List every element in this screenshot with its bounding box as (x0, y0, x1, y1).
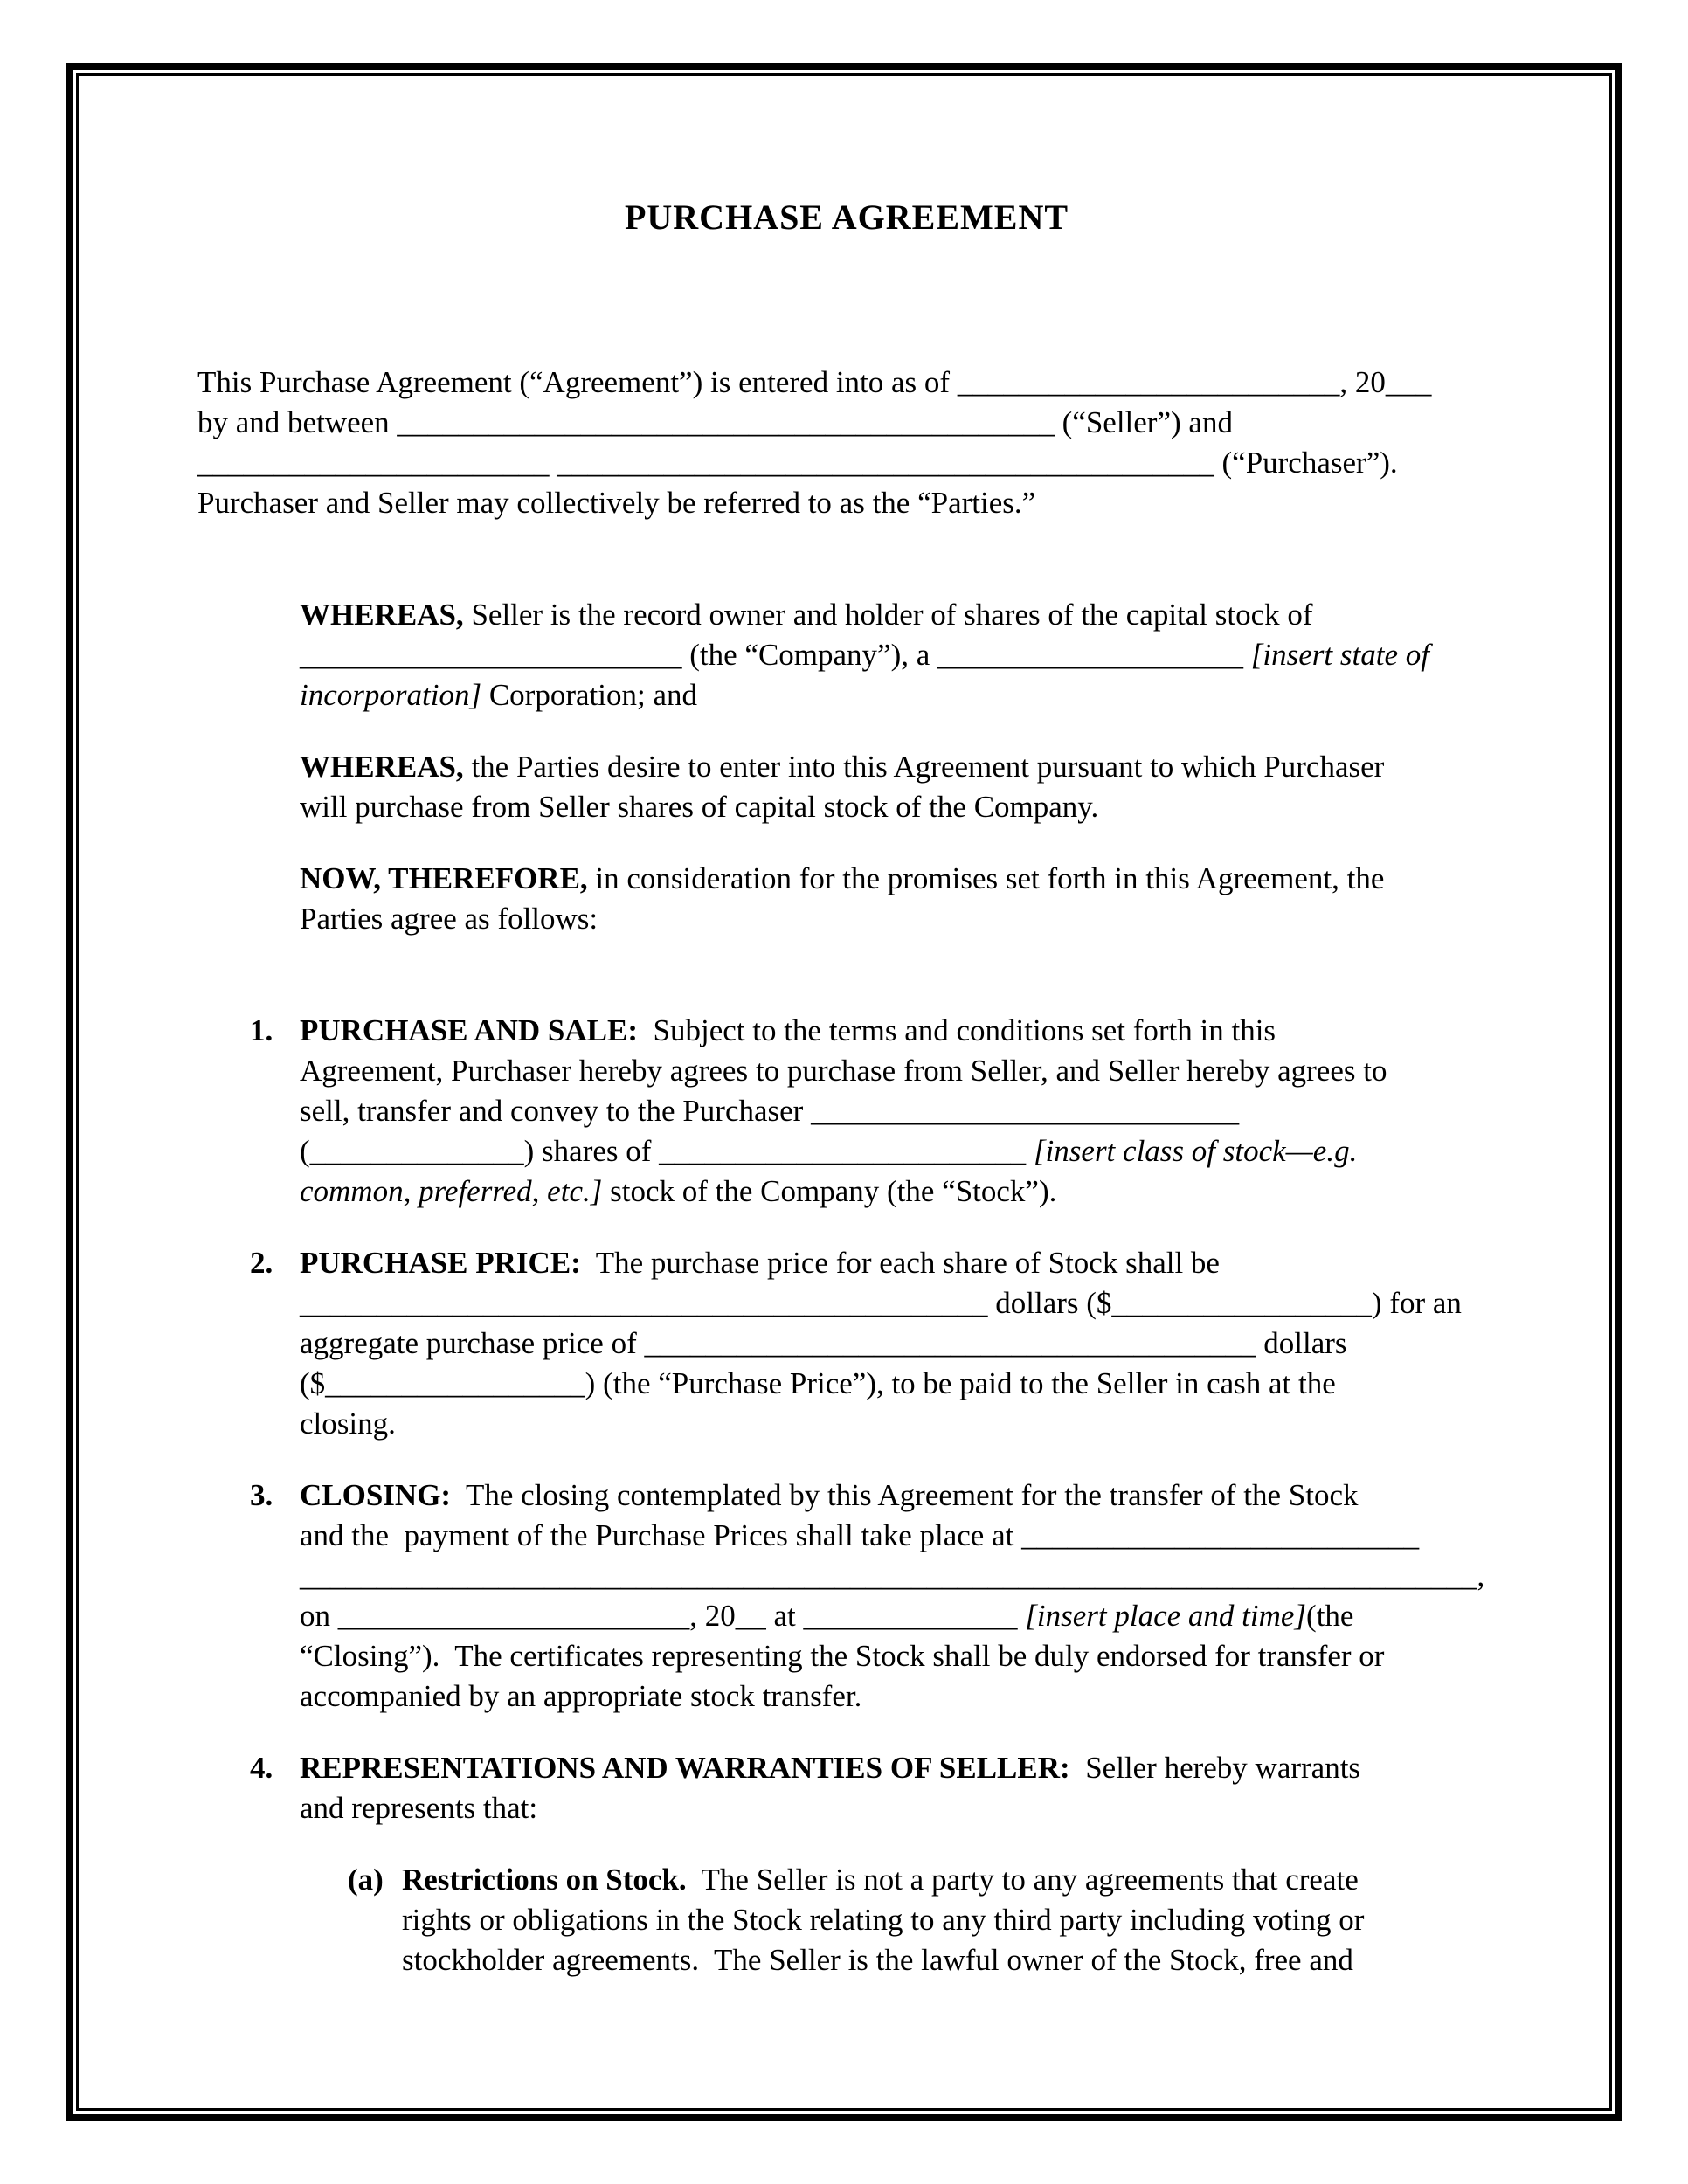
section-4-representations-warranties-marker: 4. (250, 1751, 273, 1785)
document-page (79, 76, 1609, 2108)
section-4-representations-warranties-text: REPRESENTATIONS AND WARRANTIES OF SELLER: Seller hereby warrants and represents that: (300, 1751, 1361, 1825)
section-4-representations-warranties (197, 1748, 1496, 1828)
section-1-purchase-and-sale-text: PURCHASE AND SALE: Subject to the terms and conditions set forth in this Agreement, Purchaser hereby agrees to purchase from Seller, and Seller hereby agrees to sell, transfer and convey to the Purchaser ____________________________ (______________) shares of ________________________ [insert class of stock—e.g. common, preferred, etc.] stock of the Company (the “Stock”). (300, 1013, 1387, 1208)
subsection-a-restrictions-on-stock-text: Restrictions on Stock. The Seller is not a party to any agreements that create rights or obligations in the Stock relating to any third party including voting or stockholder agreements. The Seller is the lawful owner of the Stock, free and (402, 1863, 1365, 1977)
whereas-parties-desire: WHEREAS, the Parties desire to enter into this Agreement pursuant to which Purchaser will purchase from Seller shares of capital stock of the Company. (300, 750, 1385, 824)
page-border-outer (66, 63, 1622, 2121)
section-3-closing (197, 1476, 1496, 1717)
whereas-record-owner: WHEREAS, Seller is the record owner and holder of shares of the capital stock of _________________________ (the “Company”), a ____________________ [insert state of incorporation] Corporation; and (300, 598, 1429, 712)
subsection-a-restrictions-on-stock (348, 1860, 1496, 1980)
subsection-a-restrictions-on-stock-marker: (a) (348, 1863, 384, 1897)
page-border-inner (76, 73, 1612, 2111)
section-2-purchase-price-text: PURCHASE PRICE: The purchase price for each share of Stock shall be _____________________________________________ dollars ($_________________) for an aggregate purchase price of ________________________________________ dollars ($_________________) (the “Purchase Price”), to be paid to the Seller in cash at the closing. (300, 1246, 1462, 1441)
now-therefore: NOW, THEREFORE, in consideration for the promises set forth in this Agreement, the Parties agree as follows: (300, 861, 1385, 936)
document-body (197, 363, 1496, 1980)
section-1-purchase-and-sale (197, 1011, 1496, 1212)
document-title: PURCHASE AGREEMENT (624, 197, 1069, 237)
section-1-purchase-and-sale-marker: 1. (250, 1013, 273, 1047)
section-2-purchase-price-marker: 2. (250, 1246, 273, 1280)
section-3-closing-marker: 3. (250, 1478, 273, 1512)
section-2-purchase-price (197, 1243, 1496, 1444)
intro-paragraph: This Purchase Agreement (“Agreement”) is entered into as of _________________________, 20___ by and between ___________________________________________ (“Seller”) and _______________________ ___________________________________________ (“Purchaser”). Purchaser and Seller may collectively be referred to as the “Parties.” (197, 365, 1432, 520)
section-3-closing-text: CLOSING: The closing contemplated by this Agreement for the transfer of the Stock and the payment of the Purchase Prices shall take place at __________________________ _____________________________________________________________________________, on _______________________, 20__ at ______________ [insert place and time](the “Closing”). The certificates representing the Stock shall be duly endorsed for transfer or accompanied by an appropriate stock transfer. (300, 1478, 1485, 1713)
